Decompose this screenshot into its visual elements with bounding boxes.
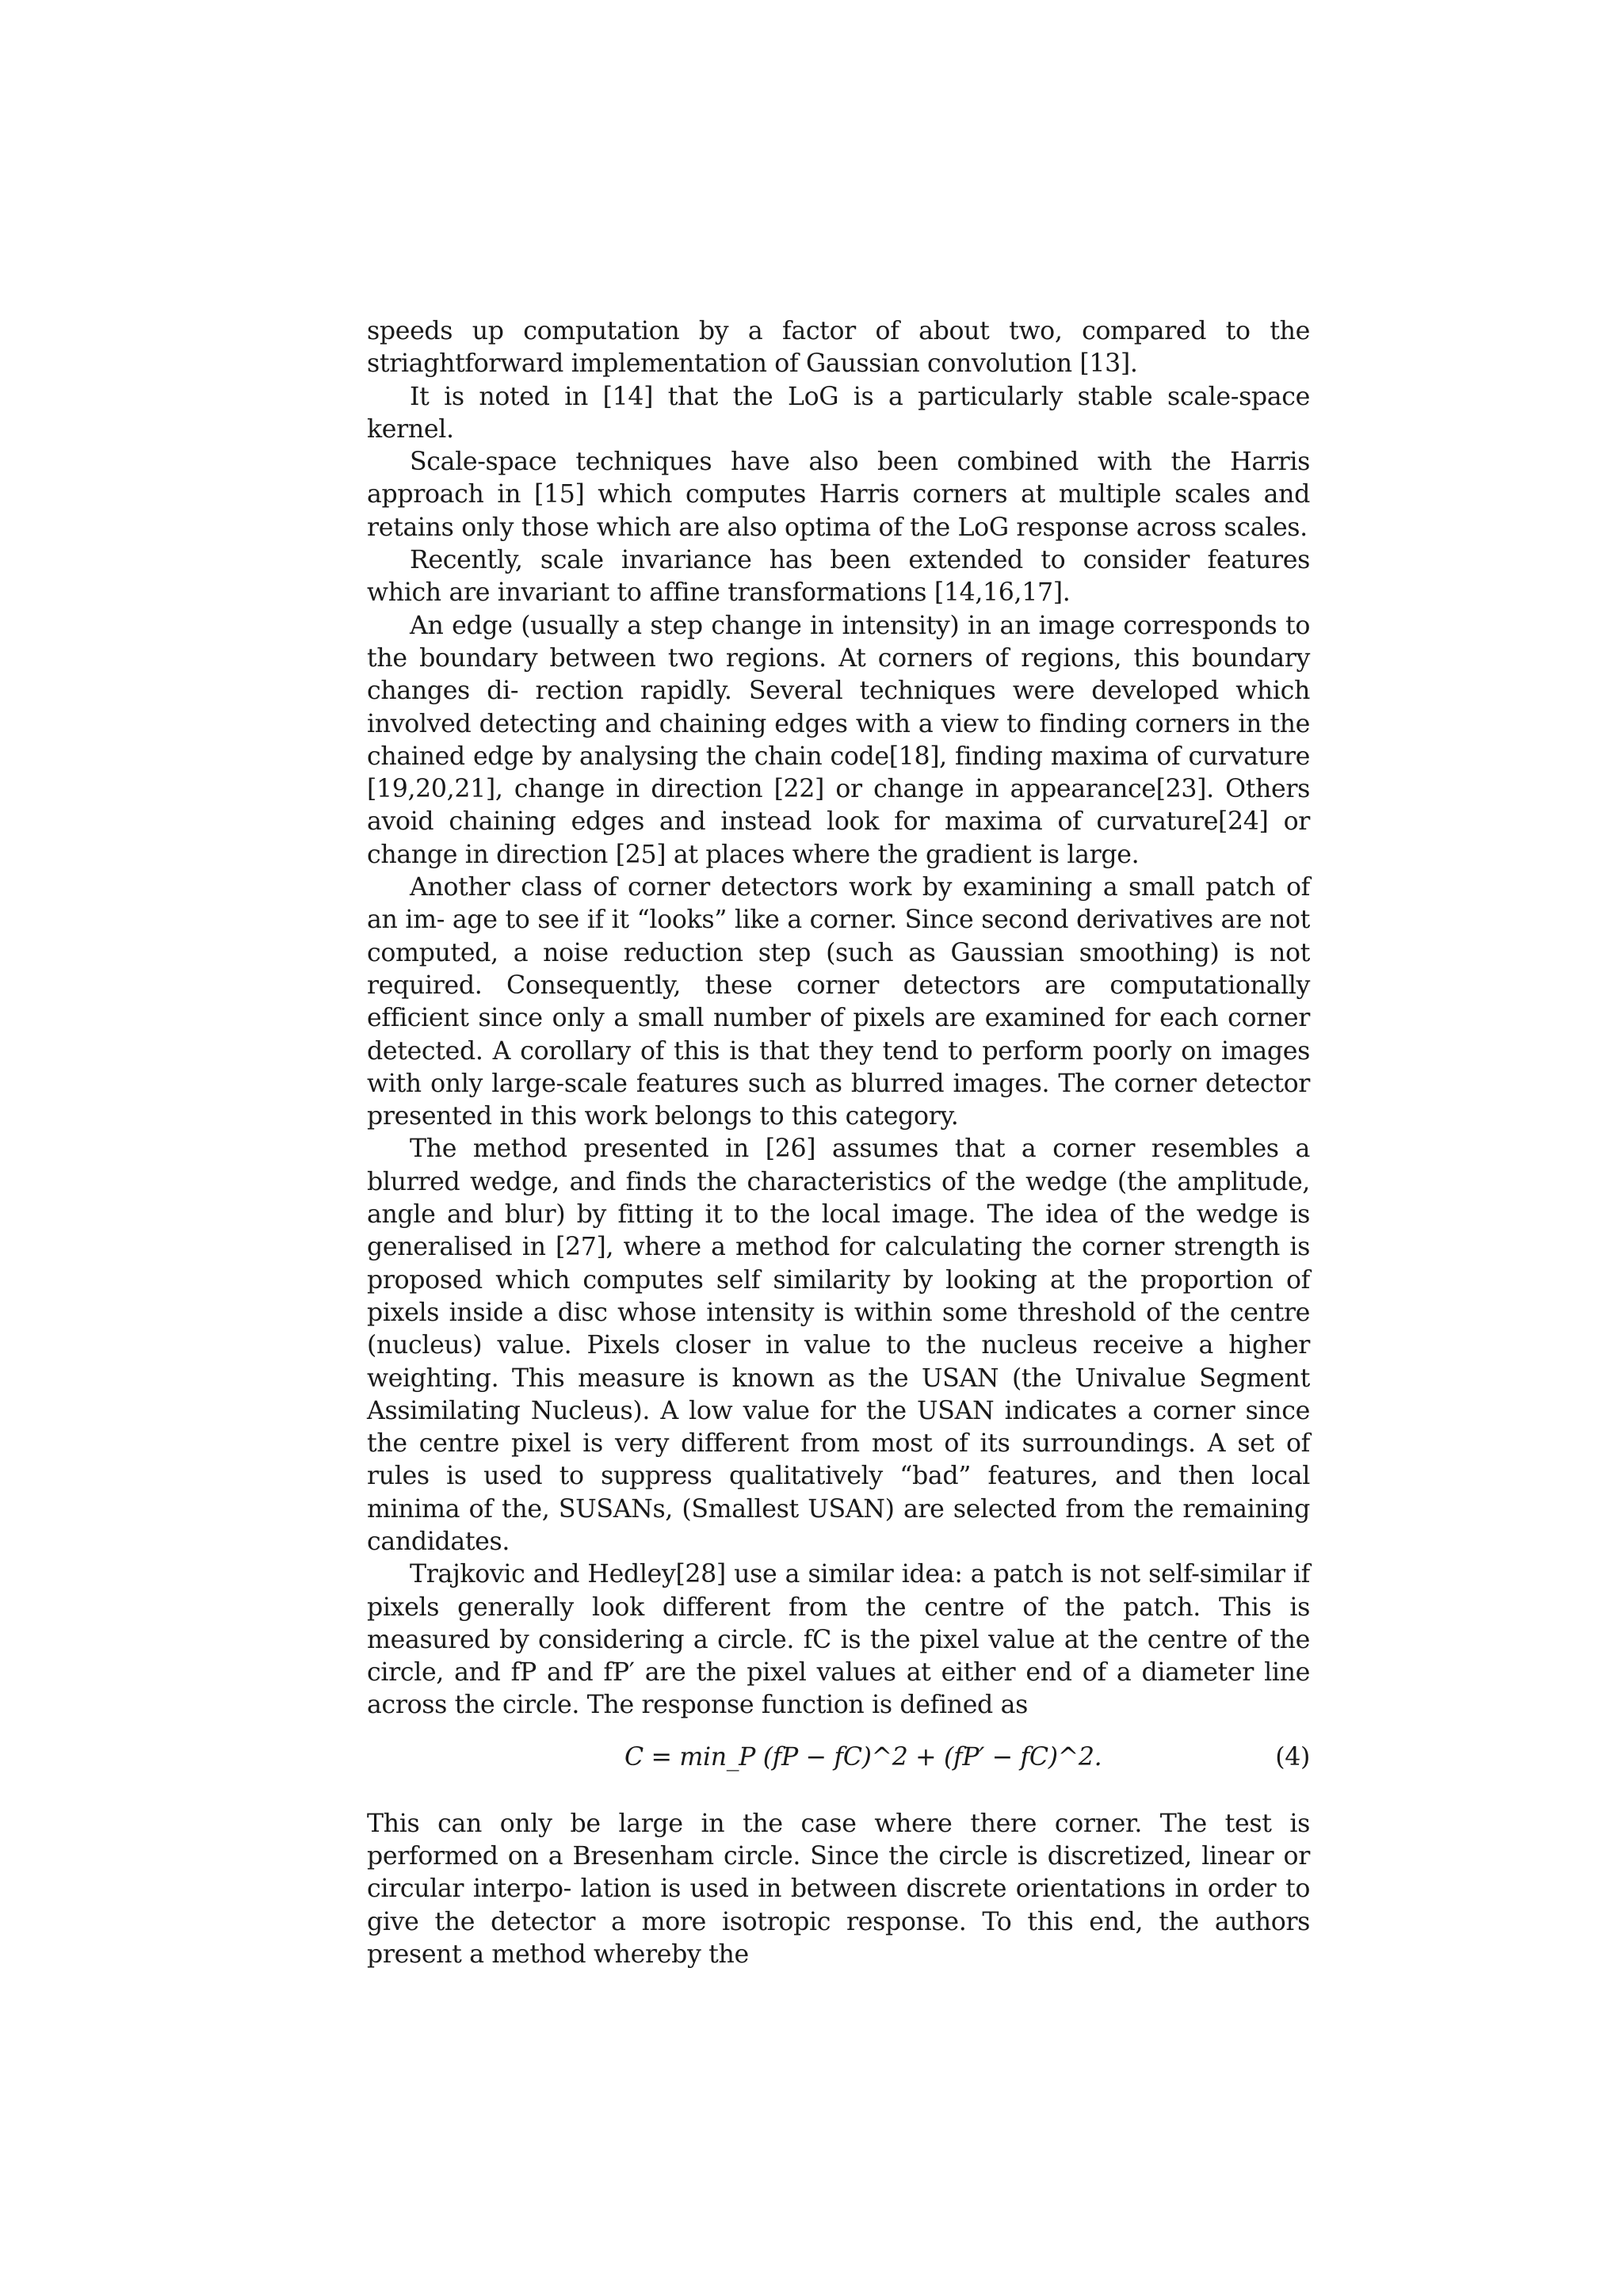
line: Another class of corner detectors work by examining a small patch of an im- xyxy=(367,873,1310,935)
line: noise reduction step (such as Gaussian smoothing) is not required. Consequently, xyxy=(367,938,1311,1000)
line: more isotropic response. To this end, the authors present a method whereby the xyxy=(367,1907,1310,1969)
equation-body xyxy=(624,1743,1102,1772)
line: blur) by fitting it to the local image. The idea of the wedge is generalised in [27], xyxy=(367,1200,1310,1262)
line: chaining edges with a view to finding corners in the chained edge by analysing the xyxy=(367,709,1310,771)
line: Trajkovic and Hedley[28] use a similar idea: a patch is not self-similar if xyxy=(410,1560,1310,1589)
line: corner since the centre pixel is very different from most of its surroundings. A set xyxy=(367,1396,1310,1459)
paragraph-wedge-susan xyxy=(367,1133,1310,1558)
line: on a Bresenham circle. Since the circle is discretized, linear or circular interpo- xyxy=(367,1842,1310,1904)
line: age to see if it “looks” like a corner. Since second derivatives are not computed, a xyxy=(367,906,1310,967)
line: The method presented in [26] assumes that a corner resembles a blurred xyxy=(367,1135,1310,1196)
line: which are also optima of the LoG response across scales. xyxy=(596,513,1308,542)
line: Recently, scale invariance has been extended to consider features which are xyxy=(367,546,1310,608)
paragraph-log-stability xyxy=(367,381,1310,447)
line: lation is used in between discrete orientations in order to give the detector a xyxy=(367,1875,1310,1936)
line: wedge, and finds the characteristics of the wedge (the amplitude, angle and xyxy=(367,1167,1310,1230)
line: boundary between two regions. At corners of regions, this boundary changes di- xyxy=(367,643,1310,706)
paragraph-affine xyxy=(367,544,1310,610)
line: chain code[18], finding maxima of curvature [19,20,21], change in direction [22] xyxy=(367,742,1310,804)
line: the nucleus receive a higher weighting. This measure is known as the USAN (the xyxy=(367,1331,1310,1393)
paragraph-intro xyxy=(367,315,1310,381)
line: pixels generally look different from the centre of the patch. This is measured by xyxy=(367,1592,1310,1654)
line: self similarity by looking at the proportion of pixels inside a disc whose intensity xyxy=(367,1265,1310,1327)
line: where a method for calculating the corner strength is proposed which computes xyxy=(367,1233,1310,1295)
line: or change in appearance[23]. Others avoid chaining edges and instead look for xyxy=(367,775,1311,837)
paragraph-edges xyxy=(367,610,1310,871)
equation-4 xyxy=(367,1726,1310,1805)
line: these corner detectors are computationally efficient since only a small number xyxy=(367,971,1310,1033)
line: rection rapidly. Several techniques were developed which involved detecting and xyxy=(367,677,1310,738)
line: response function is defined as xyxy=(641,1691,1028,1720)
line: considering a circle. fC is the pixel value at the centre of the circle, and fP and xyxy=(367,1625,1310,1688)
line: maxima of curvature[24] or change in direction [25] at places where the gradient xyxy=(367,807,1310,869)
paragraph-trajkovic xyxy=(367,1558,1310,1722)
line: in [15] which computes Harris corners at multiple scales and retains only those xyxy=(367,480,1311,542)
paragraph-patch-detectors xyxy=(367,871,1310,1133)
line: images. The corner detector presented in this work belongs to this category. xyxy=(367,1069,1310,1131)
line: implementation of Gaussian convolution [13]. xyxy=(571,349,1138,379)
line: is within some threshold of the centre (nucleus) value. Pixels closer in value to xyxy=(367,1298,1310,1360)
paragraph-harris-scale xyxy=(367,446,1310,544)
line: Scale-space techniques have also been combined with the Harris approach xyxy=(367,448,1310,509)
line: tend to perform poorly on images with only large-scale features such as blurred xyxy=(367,1036,1310,1098)
line: fP′ are the pixel values at either end of a diameter line across the circle. The xyxy=(367,1658,1310,1720)
line: of rules is used to suppress qualitatively “bad” features, and then local minima xyxy=(367,1429,1310,1524)
line: is large. xyxy=(1039,840,1140,869)
line: An edge (usually a step change in intensity) in an image corresponds to the xyxy=(367,611,1310,673)
paper-page xyxy=(367,315,1310,1971)
line: of the, SUSANs, (Smallest USAN) are selected from the remaining candidates. xyxy=(367,1494,1310,1556)
line: invariant to affine transformations [14,16,17]. xyxy=(497,578,1071,608)
paragraph-bresenham xyxy=(367,1808,1310,1971)
line: speeds up computation by a factor of about two, compared to the striaghtforward xyxy=(367,317,1310,379)
line: Univalue Segment Assimilating Nucleus). A low value for the USAN indicates a xyxy=(367,1363,1310,1425)
line: of pixels are examined for each corner detected. A corollary of this is that they xyxy=(367,1004,1310,1066)
line: This can only be large in the case where there corner. The test is performed xyxy=(367,1809,1310,1871)
equation-number: (4) xyxy=(1275,1742,1310,1772)
line: It is noted in [14] that the LoG is a particularly stable scale-space kernel. xyxy=(367,382,1310,444)
equation-text: C = min_P (fP − fC)^2 + (fP′ − fC)^2. xyxy=(624,1742,1102,1772)
